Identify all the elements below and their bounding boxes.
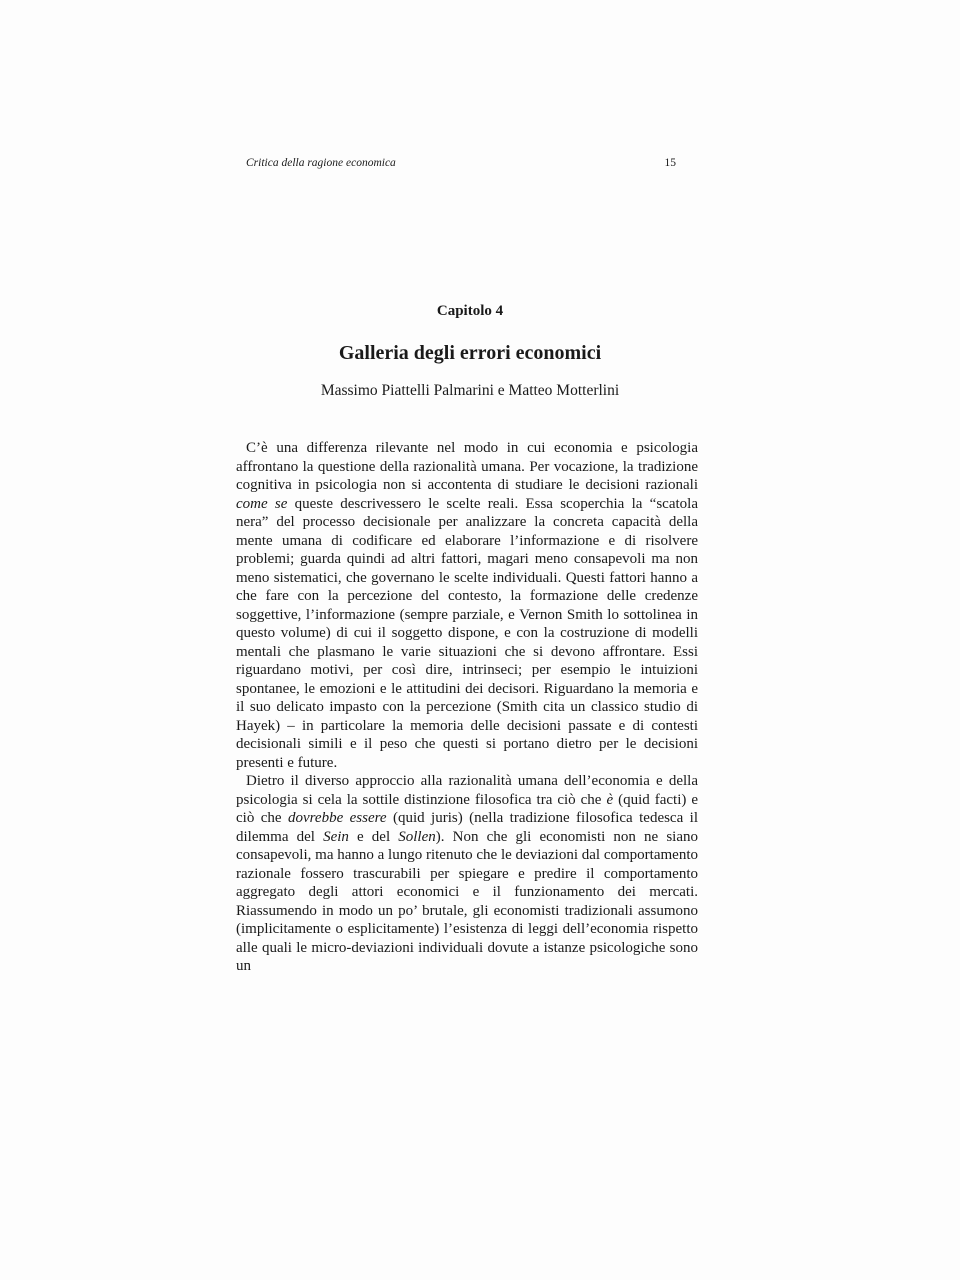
chapter-authors: Massimo Piattelli Palmarini e Matteo Motterlini [320,382,620,399]
paragraph-text: Dietro il diverso approccio alla razionalità umana dell’economia e della psicologia si cela la sottile distinzione filosofica tra ciò che [236,773,698,808]
paragraph-text: queste descrivessero le scelte reali. Essa scoperchia la “scatola nera” del processo decisionale per analizzare la concreta capacità della mente umana di codificare ed elaborare l’informazione e di risolvere problemi; guarda quindi ad altri fattori, magari meno consapevoli ma non meno sistematici, che governano le scelte individuali. Questi fattori hanno a che fare con la percezione del contesto, la formazione delle credenze soggettive, l’informazione (sempre parziale, e Vernon Smith lo sottolinea in questo volume) di cui il soggetto dispone, e con la costruzione di modelli mentali che plasmano le varie situazioni che si devono affrontare. Essi riguardano motivi, per così dire, intrinseci; per esempio le intuizioni spontanee, le emozioni e le attitudini dei decisori. Riguardano la memoria e il suo delicato impasto con la percezione (Smith cita un classico studio di Hayek) – in particolare la memoria delle decisioni passate e di contesti decisionali simili e il peso che questi si portano dietro per le decisioni presenti e future. [236,495,698,771]
running-header [246,157,676,169]
emphasis-text: dovrebbe essere [287,810,387,826]
emphasis-text: Sollen [398,828,436,845]
emphasis-text: Sein [323,828,349,845]
paragraph-text: (quid facti) e ciò che [236,791,698,826]
chapter-label: Capitolo 4 [436,303,504,319]
body-text [236,439,698,976]
page-number: 15 [664,157,676,169]
paragraph-text: e del [348,828,399,845]
paragraph-1 [236,439,698,772]
emphasis-text: come se [236,495,288,512]
paragraph-2 [236,772,698,976]
paragraph-text: (quid juris) (nella tradizione filosofica tedesca il dilemma del [236,810,698,845]
paragraph-text: C’è una differenza rilevante nel modo in cui economia e psicologia affrontano la questione della razionalità umana. Per vocazione, la tradizione cognitiva in psicologia non si accontenta di studiare le decisioni razionali [236,440,698,493]
running-title: Critica della ragione economica [246,157,396,169]
emphasis-text: è [606,791,614,808]
paragraph-text: ). Non che gli economisti non ne siano consapevoli, ma hanno a lungo ritenuto che le deviazioni dal comportamento razionale fossero trascurabili per spiegare e predire il comportamento aggregato degli attori economici e il funzionamento dei mercati. Riassumendo in modo un po’ brutale, gli economisti tradizionali assumono (implicitamente o esplicitamente) l’esistenza di leggi dell’economia rispetto alle quali le micro-deviazioni individuali dovute a istanze psicologiche sono un [236,828,698,974]
chapter-title: Galleria degli errori economici [338,342,602,364]
